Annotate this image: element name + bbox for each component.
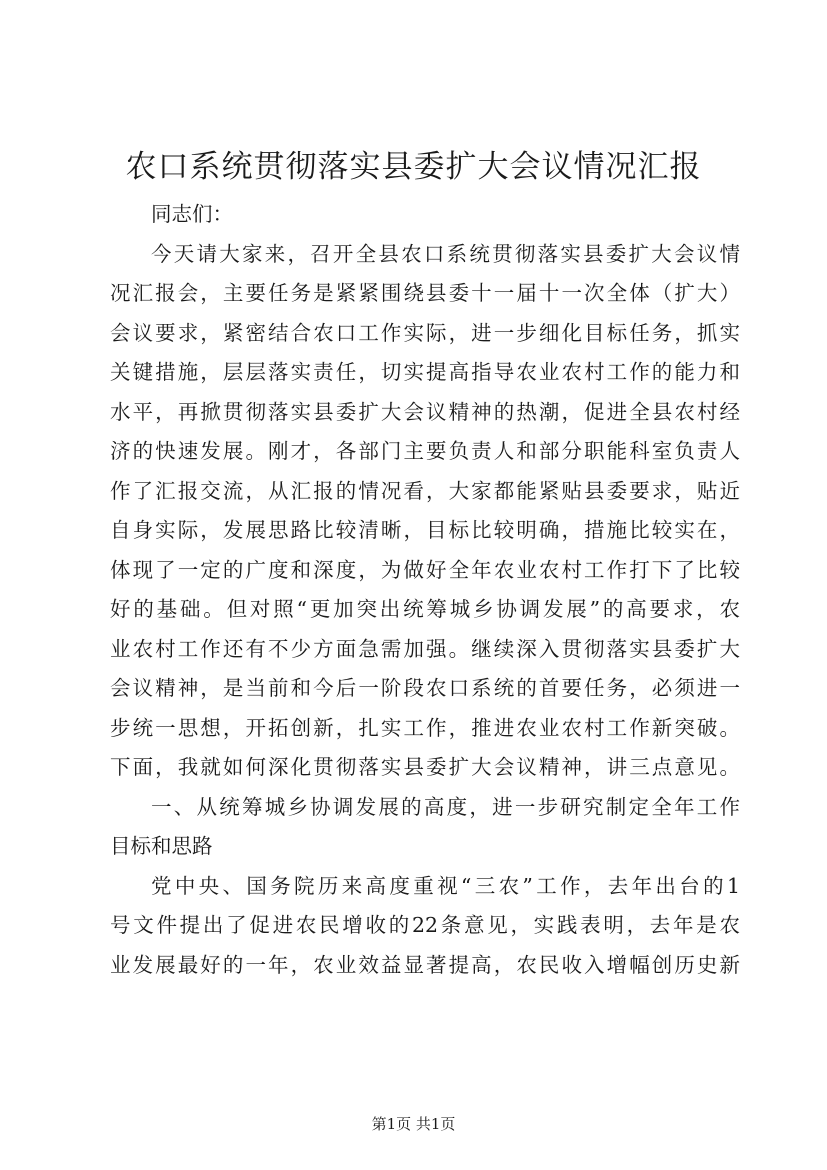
body-line: 济的快速发展。刚才，各部门主要负责人和部分职能科室负责人 (110, 439, 740, 463)
body-line: 步统一思想，开拓创新，扎实工作，推进农业农村工作新突破。 (110, 715, 740, 740)
body-line: 况汇报会，主要任务是紧紧围绕县委十一届十一次全体（扩大） (110, 281, 740, 305)
document-body (110, 195, 740, 985)
body-line: 会议要求，紧密结合农口工作实际，进一步细化目标任务，抓实 (110, 320, 740, 345)
document-title: 农口系统贯彻落实县委扩大会议情况汇报 (125, 149, 702, 185)
section-heading-line: 目标和思路 (110, 834, 213, 858)
body-line: 自身实际，发展思路比较清晰，目标比较明确，措施比较实在， (110, 518, 740, 542)
body-line: 业农村工作还有不少方面急需加强。继续深入贯彻落实县委扩大 (110, 636, 740, 661)
page-footer: 第1页 共1页 (371, 1115, 456, 1133)
greeting-line: 同志们： (151, 202, 233, 226)
body-line: 水平，再掀贯彻落实县委扩大会议精神的热潮，促进全县农村经 (110, 399, 740, 424)
body-line: 今天请大家来，召开全县农口系统贯彻落实县委扩大会议情 (151, 241, 740, 266)
body-line: 好的基础。但对照“更加突出统筹城乡协调发展”的高要求，农 (110, 597, 740, 621)
body-line: 业发展最好的一年，农业效益显著提高，农民收入增幅创历史新 (110, 952, 740, 977)
body-line: 会议精神，是当前和今后一阶段农口系统的首要任务，必须进一 (110, 676, 740, 700)
body-line: 号文件提出了促进农民增收的22条意见，实践表明，去年是农 (110, 913, 740, 937)
body-line: 下面，我就如何深化贯彻落实县委扩大会议精神，讲三点意见。 (110, 755, 740, 779)
body-line: 党中央、国务院历来高度重视“三农”工作，去年出台的1 (151, 873, 740, 898)
body-line: 关键措施，层层落实责任，切实提高指导农业农村工作的能力和 (110, 360, 740, 384)
body-line: 作了汇报交流，从汇报的情况看，大家都能紧贴县委要求，贴近 (110, 478, 740, 503)
section-heading-line: 一、从统筹城乡协调发展的高度，进一步研究制定全年工作 (151, 794, 740, 819)
body-line: 体现了一定的广度和深度，为做好全年农业农村工作打下了比较 (110, 557, 740, 582)
